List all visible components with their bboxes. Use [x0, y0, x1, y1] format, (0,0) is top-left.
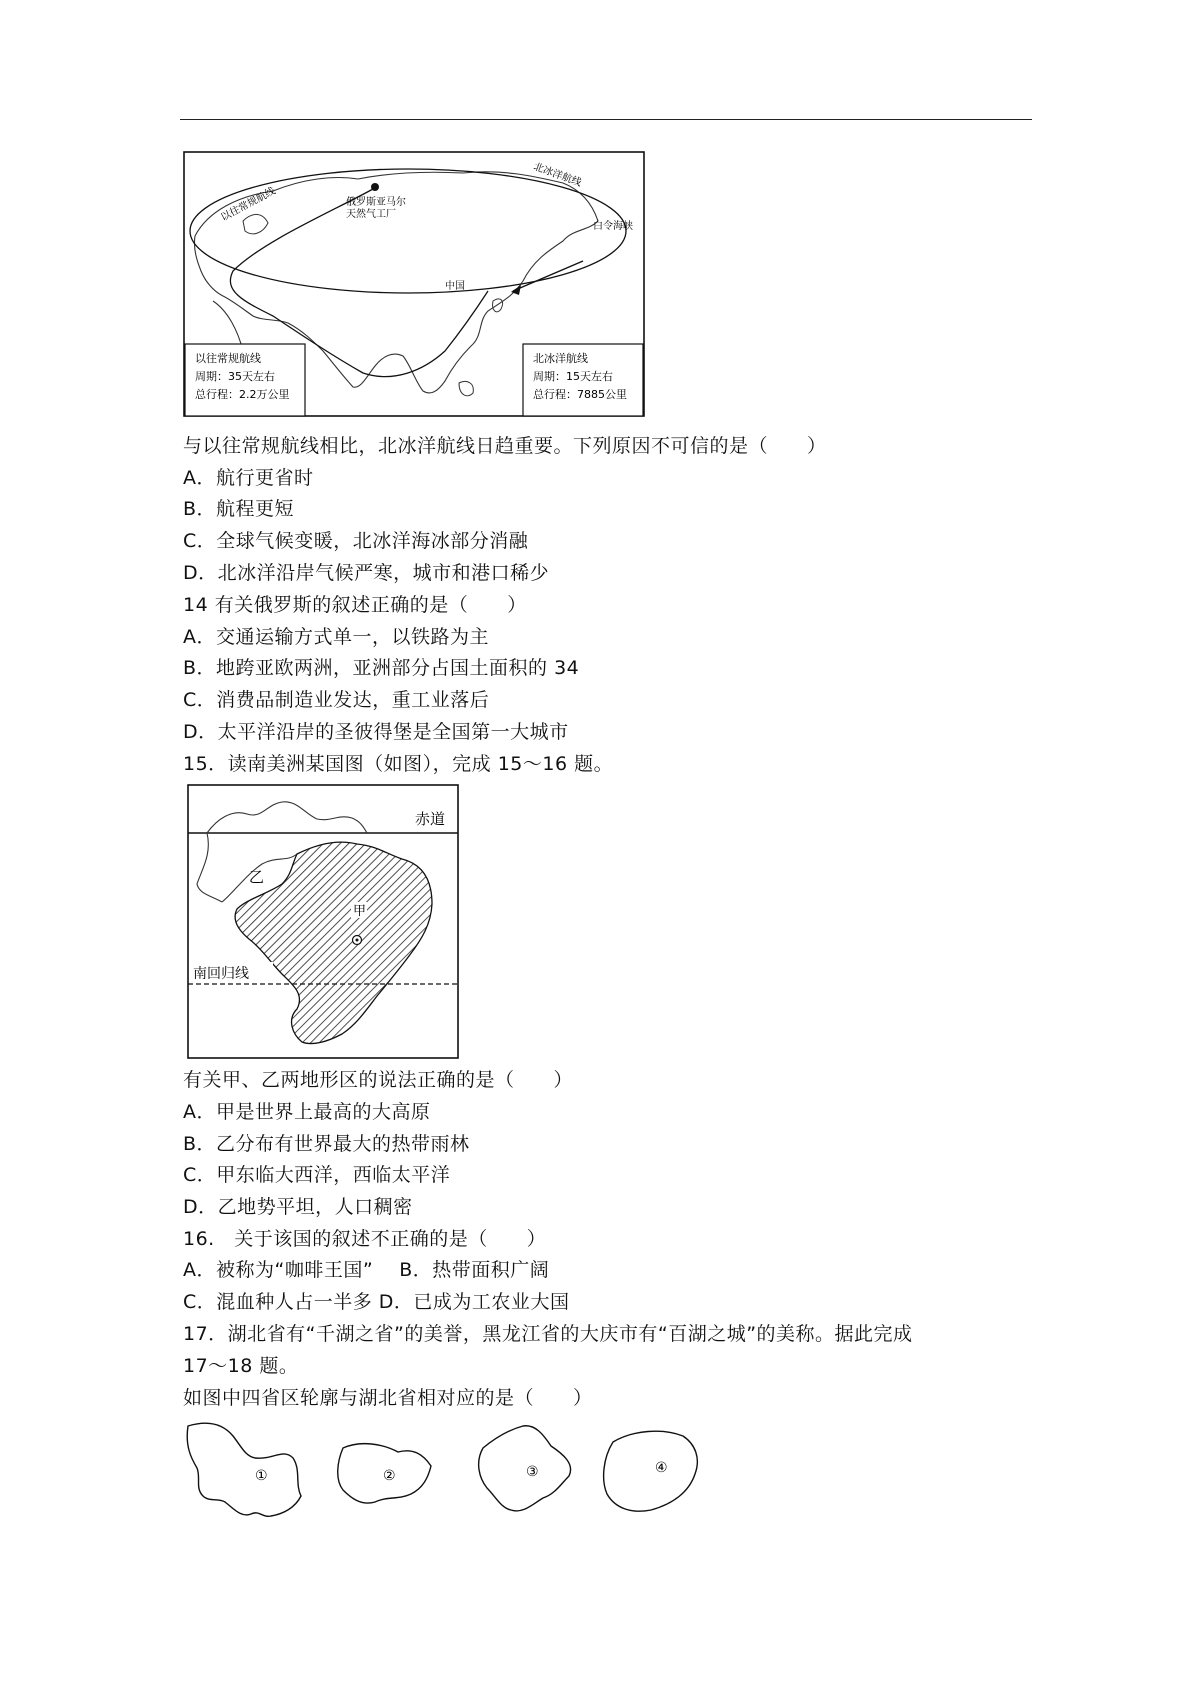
box-arctic-line3: 总行程：7885公里 — [533, 388, 627, 401]
plant-label-2: 天然气工厂 — [346, 209, 396, 220]
box-arctic-line2: 周期：15天左右 — [533, 370, 613, 383]
tropic-label: 南回归线 — [193, 966, 249, 982]
q16-options-ab: A．被称为“咖啡王国” B．热带面积广阔 — [183, 1259, 550, 1281]
province-3-label: ③ — [526, 1464, 539, 1480]
q15-stem: 有关甲、乙两地形区的说法正确的是（ ） — [183, 1069, 574, 1091]
china-label: 中国 — [445, 281, 465, 292]
box-arctic-line1: 北冰洋航线 — [533, 352, 588, 365]
province-4-label: ④ — [655, 1460, 668, 1476]
q16-options-cd: C．混血种人占一半多 D．已成为工农业大国 — [183, 1291, 570, 1313]
q15-option-c: C．甲东临大西洋，西临太平洋 — [183, 1164, 451, 1186]
q14-stem: 14 有关俄罗斯的叙述正确的是（ ） — [183, 594, 527, 616]
box-old-line1: 以往常规航线 — [195, 352, 261, 365]
yi-label: 乙 — [249, 868, 265, 886]
q13-option-a: A．航行更省时 — [183, 467, 314, 489]
q15-option-b: B．乙分布有世界最大的热带雨林 — [183, 1133, 470, 1155]
q17-intro-line1: 17．湖北省有“千湖之省”的美誉，黑龙江省的大庆市有“百湖之城”的美称。据此完成 — [183, 1323, 913, 1345]
box-old-line2: 周期：35天左右 — [195, 370, 275, 383]
q15-option-a: A．甲是世界上最高的大高原 — [183, 1101, 431, 1123]
header-rule — [180, 119, 1032, 120]
q13-stem: 与以往常规航线相比，北冰洋航线日趋重要。下列原因不可信的是（ ） — [183, 435, 827, 457]
box-old-line3: 总行程：2.2万公里 — [195, 388, 290, 401]
q13-option-c: C．全球气候变暖，北冰洋海冰部分消融 — [183, 530, 529, 552]
q13-option-b: B．航程更短 — [183, 498, 295, 520]
plant-label: 俄罗斯亚马尔 — [346, 197, 406, 208]
province-2-label: ② — [383, 1468, 396, 1484]
q16-stem: 16. 关于该国的叙述不正确的是（ ） — [183, 1228, 547, 1250]
q15-option-d: D．乙地势平坦，人口稠密 — [183, 1196, 413, 1218]
brazil-map — [187, 784, 459, 1059]
q17-intro-line2: 17～18 题。 — [183, 1355, 299, 1377]
bering-label: 白令海峡 — [593, 221, 633, 232]
equator-label: 赤道 — [415, 810, 446, 828]
arctic-route-label: 北冰洋航线 — [531, 161, 583, 189]
jia-label: 甲 — [353, 904, 367, 919]
q14-option-d: D．太平洋沿岸的圣彼得堡是全国第一大城市 — [183, 721, 569, 743]
q13-option-d: D．北冰洋沿岸气候严寒，城市和港口稀少 — [183, 562, 550, 584]
arctic-route-map — [183, 151, 645, 417]
province-1-label: ① — [255, 1468, 268, 1484]
q14-option-c: C．消费品制造业发达，重工业落后 — [183, 689, 490, 711]
q14-option-a: A．交通运输方式单一，以铁路为主 — [183, 626, 489, 648]
old-route-label: 以往常规航线 — [219, 185, 278, 224]
q14-option-b: B．地跨亚欧两洲，亚洲部分占国土面积的 34 — [183, 657, 580, 679]
q15-intro: 15．读南美洲某国图（如图），完成 15～16 题。 — [183, 753, 614, 775]
q17-stem: 如图中四省区轮廓与湖北省相对应的是（ ） — [183, 1387, 593, 1409]
province-outlines — [183, 1418, 723, 1530]
